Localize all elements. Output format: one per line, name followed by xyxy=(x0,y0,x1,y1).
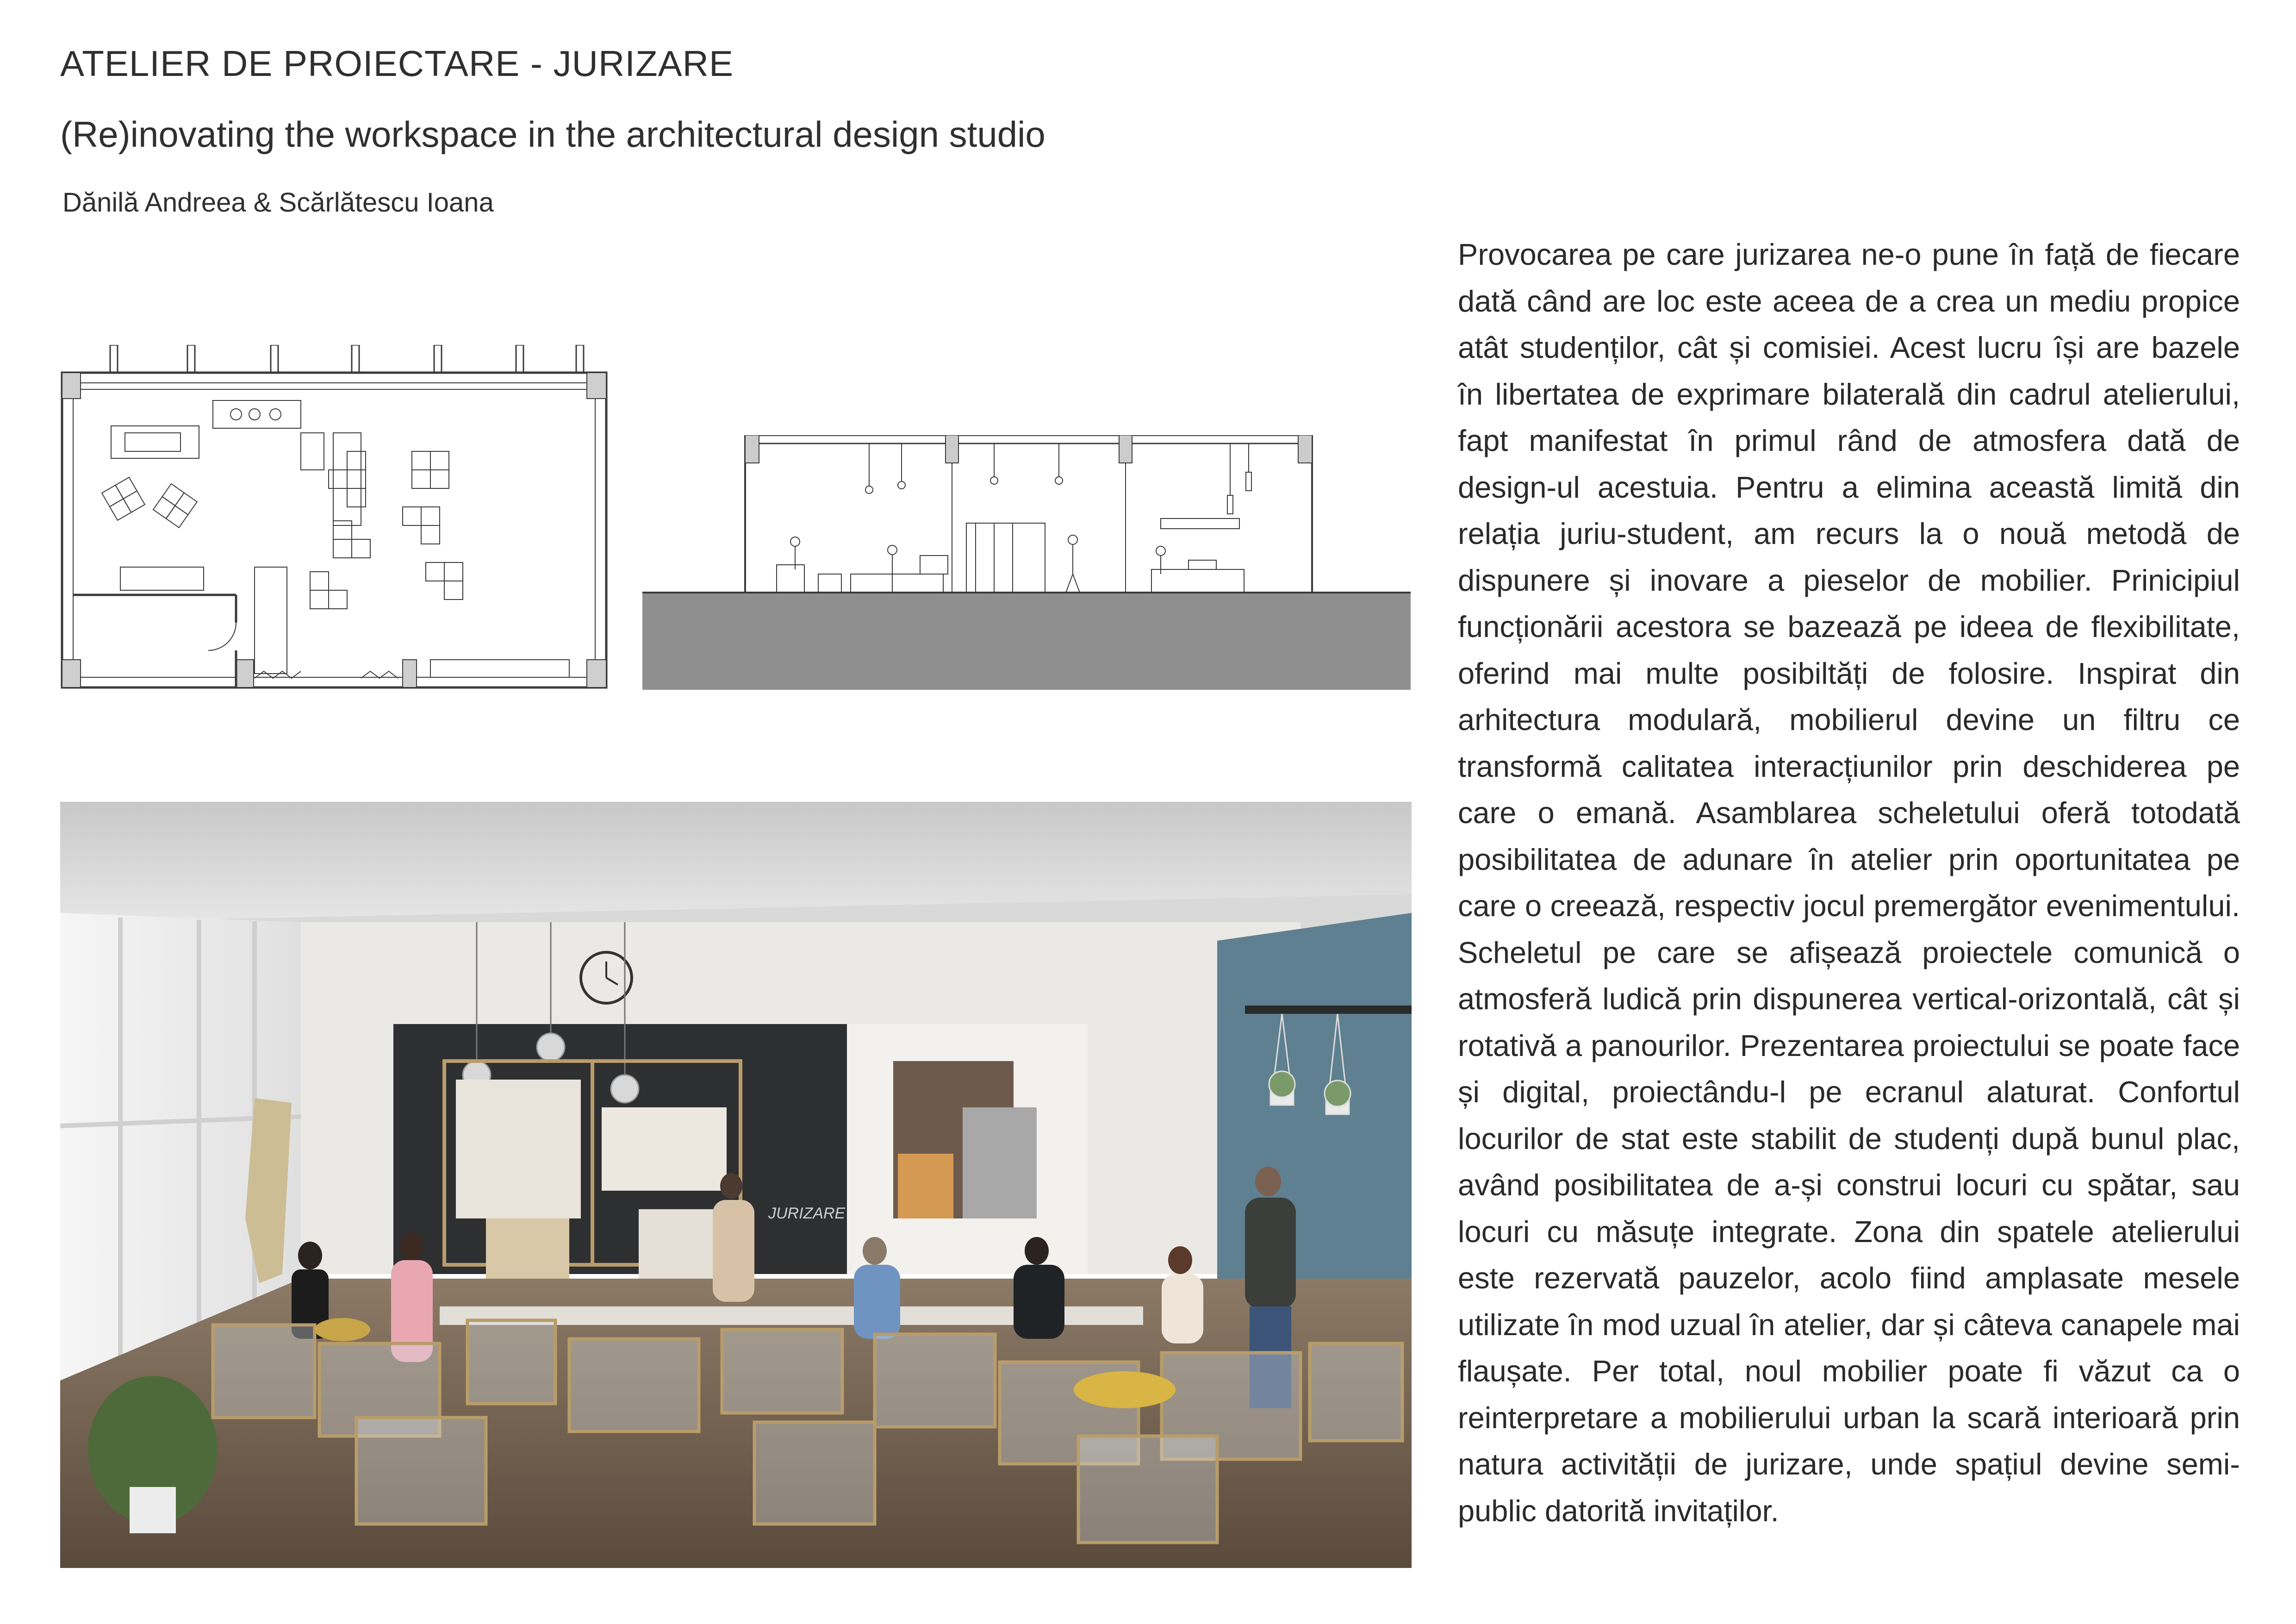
page-subtitle: (Re)inovating the workspace in the architectural design studio xyxy=(60,114,1045,155)
page-title: ATELIER DE PROIECTARE - JURIZARE xyxy=(60,43,734,84)
section-drawing xyxy=(642,435,1411,690)
wall-sign-text: JURIZARE xyxy=(768,1205,846,1222)
description-paragraph: Provocarea pe care jurizarea ne-o pune în față de fiecare dată când are loc este aceea de a crea un mediu propice atât studenților, cât și comisiei. Acest lucru își are bazele în libertatea de exprimare bilaterală din cadrul atelierului, fapt manifestat în primul rând de atmosfera dată de design-ul acestuia. Pentru a elimina această limită din relația juriu-student, am recurs la o nouă metodă de dispunere și inovare a pieselor de mobilier. Prinicipiul funcționării acestora se bazează pe ideea de flexibilitate, oferind mai multe posibiltăți de folosire. Inspirat din arhitectura modulară, mobilierul devine un filtru ce transformă calitatea interacțiunilor prin deschiderea pe care o emană. Asamblarea scheletului oferă totodată posibilitatea de adunare în atelier prin oportunitatea pe care o creează, respectiv jocul premergător evenimentului. Scheletul pe care se afișează proiectele comunică o atmosferă ludică prin dispunerea vertical-orizontală, cât și rotativă a panourilor. Prezentarea proiectului se poate face și digital, proiectându-l pe ecranul alaturat. Confortul locurilor de stat este stabilit de studenți după bunul plac, având posibilitatea de a-și construi locuri cu spătar, sau locuri cu măsuțe integrate. Zona din spatele atelierului este rezervată pauzelor, acolo fiind amplasate mesele utilizate în mod uzual în atelier, dar și câteva canapele mai flaușate. Per total, noul mobilier poate fi văzut ca o reinterpretare a mobilierului urban la scară interioară prin natura activității de jurizare, unde spațiul devine semi-public datorită invitaților. xyxy=(1458,237,2240,1528)
interior-render xyxy=(60,802,1412,1568)
authors-line: Dănilă Andreea & Scărlătescu Ioana xyxy=(62,187,494,218)
floor-plan-drawing xyxy=(60,345,611,690)
